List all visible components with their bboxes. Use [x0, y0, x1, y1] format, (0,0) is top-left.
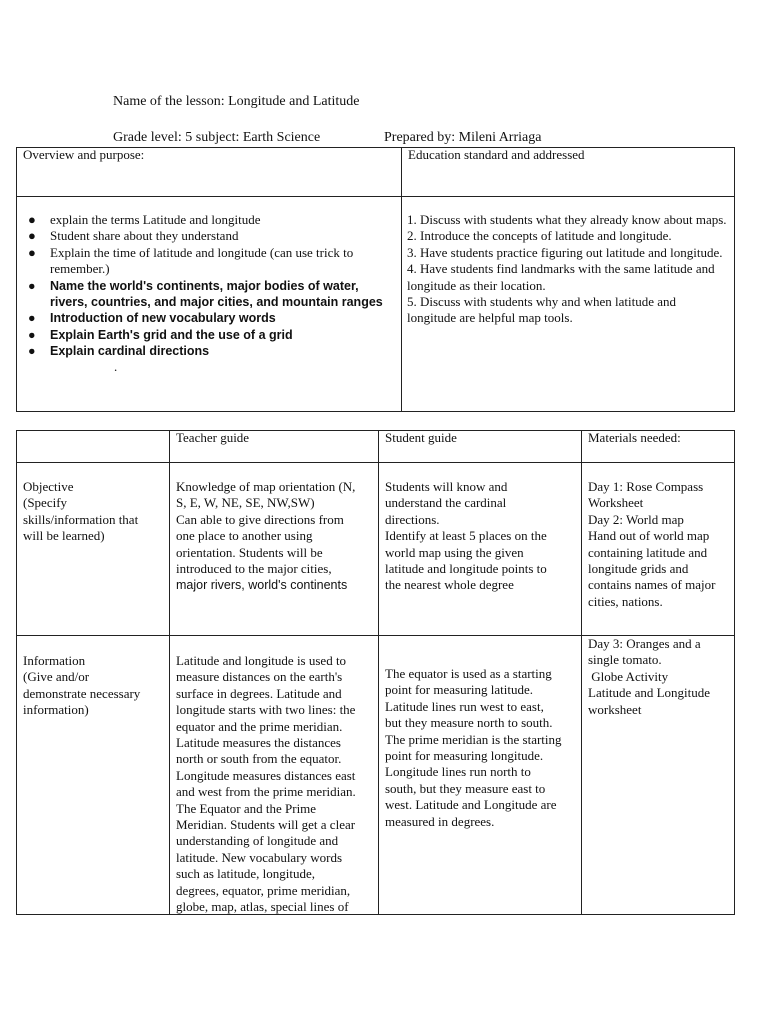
objective-materials: Day 1: Rose Compass Worksheet Day 2: World map Hand out of world map containing latitude and longitude grids and contains names of major cities, nations.	[588, 479, 716, 609]
objective-teacher-guide: Knowledge of map orientation (N, S, E, W, NE, SE, NW,SW) Can able to give directions from one place to another using orientation. Students will be introduced to the major cities, major rivers, world's continents	[176, 479, 356, 593]
information-student-guide: The equator is used as a starting point for measuring latitude. Latitude lines run west to east, but they measure north to south. The prime meridian is the starting point for measuring longitude. Longitude lines run north to south, but they measure east to west. Latitude and Longitude are measured in degrees.	[385, 666, 562, 829]
grade-subject: Grade level: 5 subject: Earth Science	[113, 130, 321, 145]
bullet-item: ● Explain the time of latitude and longitude (can use trick to remember.)	[28, 244, 354, 277]
objective-label: Objective (Specify skills/information that will be learned)	[23, 479, 139, 544]
student-guide-header: Student guide	[385, 430, 457, 445]
bullet-item: ● Student share about they understand	[28, 228, 239, 244]
trailing-dot: .	[114, 358, 118, 374]
standards-list	[407, 212, 727, 327]
standard-item: 2. Introduce the concepts of latitude and longitude.	[407, 228, 672, 244]
overview-bullets	[22, 212, 392, 374]
objective-student-guide: Students will know and understand the cardinal directions. Identify at least 5 places on the world map using the given latitude and longitude points to the nearest whole degree	[385, 479, 547, 593]
prepared-by: Prepared by: Mileni Arriaga	[384, 130, 542, 145]
standard-item: 3. Have students practice figuring out latitude and longitude.	[407, 244, 723, 260]
bullet-item: ● Explain cardinal directions	[28, 344, 210, 359]
bullet-item: ● Introduction of new vocabulary words	[28, 311, 276, 326]
information-label: Information (Give and/or demonstrate necessary information)	[23, 653, 141, 718]
lesson-name: Name of the lesson: Longitude and Latitude	[113, 94, 360, 109]
materials-header: Materials needed:	[588, 430, 681, 445]
standard-header: Education standard and addressed	[408, 147, 585, 162]
bullet-item: ● explain the terms Latitude and longitude	[28, 212, 261, 227]
standard-item: 1. Discuss with students what they already know about maps.	[407, 212, 727, 227]
information-materials: Day 3: Oranges and a single tomato. Globe Activity Latitude and Longitude worksheet	[588, 636, 711, 717]
overview-header: Overview and purpose:	[23, 147, 145, 162]
bullet-item: ● Name the world's continents, major bodies of water, rivers, countries, and major cities, and mountain ranges	[28, 278, 383, 310]
teacher-guide-header: Teacher guide	[176, 430, 250, 445]
information-teacher-guide: Latitude and longitude is used to measure distances on the earth's surface in degrees. Latitude and longitude starts with two lines: the equator and the prime meridian. Latitude measures the distances north or south from the equator. Longitude measures distances east and west from the prime meridian. The Equator and the Prime Meridian. Students will get a clear understanding of longitude and latitude. New vocabulary words such as latitude, longitude, degrees, equator, prime meridian, globe, map, atlas, special lines of	[176, 653, 356, 914]
standard-item: 4. Have students find landmarks with the same latitude and longitude as their location.	[407, 261, 715, 293]
standard-item: 5. Discuss with students why and when latitude and longitude are helpful map tools.	[407, 294, 676, 326]
bullet-item: ● Explain Earth's grid and the use of a grid	[28, 327, 293, 342]
